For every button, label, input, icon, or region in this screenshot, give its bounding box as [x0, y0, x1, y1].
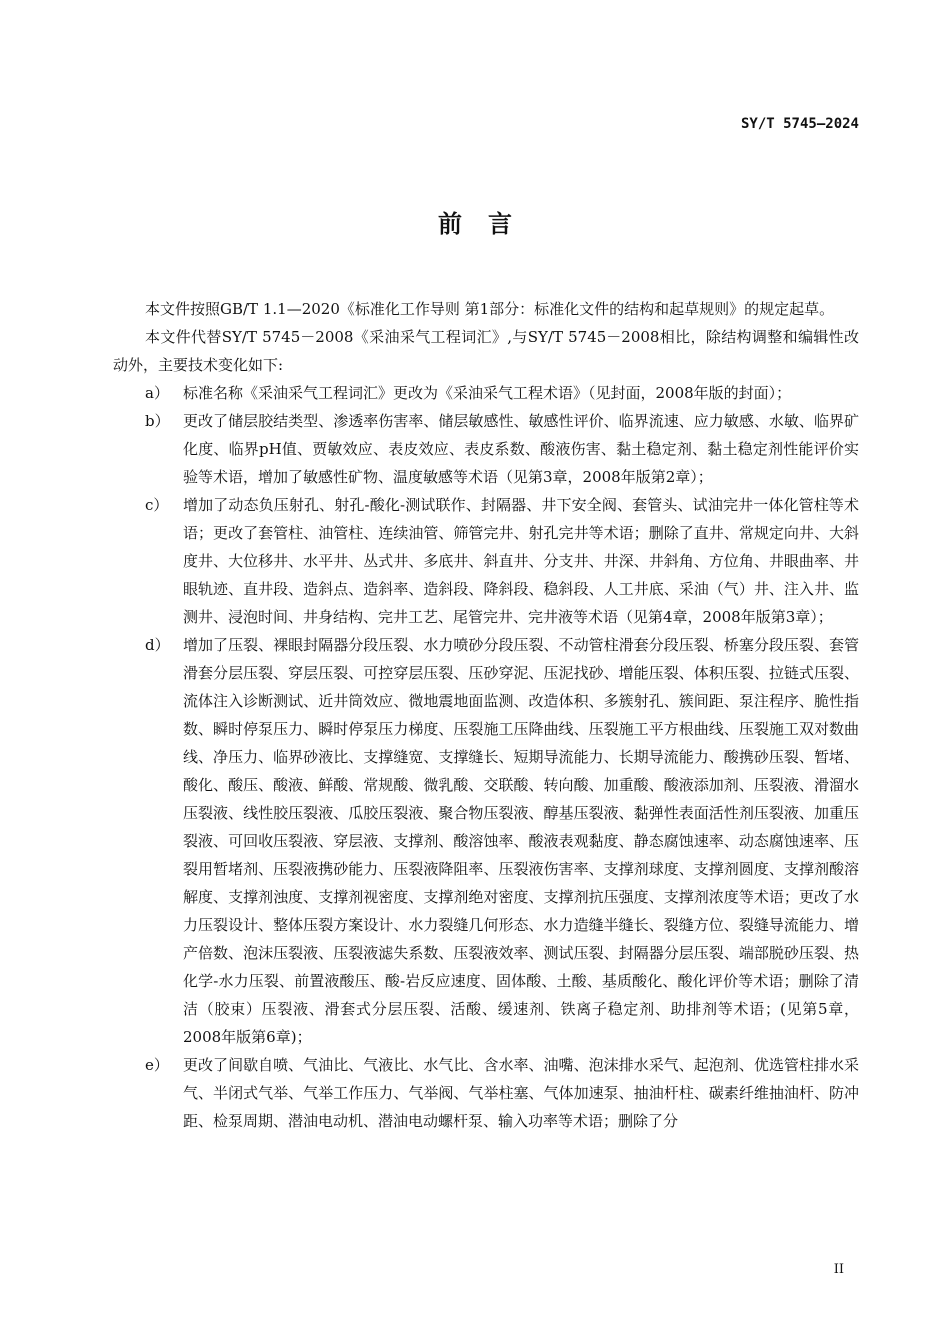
list-item-text: 更改了间歇自喷、气油比、气液比、水气比、含水率、油嘴、泡沫排水采气、起泡剂、优选管柱排水采气、半闭式气举、气举工作压力、气举阀、气举柱塞、气体加速泵、抽油杆柱、碳素纤维抽油杆、防冲距、检泵周期、潜油电动机、潜油电动螺杆泵、输入功率等术语；删除了分 — [183, 1056, 859, 1130]
list-item-text: 更改了储层胶结类型、渗透率伤害率、储层敏感性、敏感性评价、临界流速、应力敏感、水敏、临界矿化度、临界pH值、贾敏效应、表皮效应、表皮系数、酸液伤害、黏土稳定剂、黏土稳定剂性能评价实验等术语，增加了敏感性矿物、温度敏感等术语（见第3章，2008年版第2章）； — [183, 412, 859, 486]
list-item-text: 标准名称《采油采气工程词汇》更改为《采油采气工程术语》（见封面，2008年版的封面）； — [183, 384, 792, 402]
standard-code: SY/T 5745—2024 — [740, 116, 859, 132]
page-title: 前言 — [438, 210, 538, 238]
intro-paragraph: 本文件按照GB/T 1.1—2020《标准化工作导则 第1部分：标准化文件的结构和起草规则》的规定起草。 — [145, 300, 835, 318]
list-item — [113, 379, 859, 407]
list-item-label: b） — [145, 412, 170, 430]
list-item-text: 增加了压裂、裸眼封隔器分段压裂、水力喷砂分段压裂、不动管柱滑套分段压裂、桥塞分段压裂、套管滑套分层压裂、穿层压裂、可控穿层压裂、压砂穿泥、压泥找砂、增能压裂、体积压裂、拉链式压裂、流体注入诊断测试、近井筒效应、微地震地面监测、改造体积、多簇射孔、簇间距、泵注程序、脆性指数、瞬时停泵压力、瞬时停泵压力梯度、压裂施工压降曲线、压裂施工平方根曲线、压裂施工双对数曲线、净压力、临界砂液比、支撑缝宽、支撑缝长、短期导流能力、长期导流能力、酸携砂压裂、暂堵、酸化、酸压、酸液、鲜酸、常规酸、微乳酸、交联酸、转向酸、加重酸、酸液添加剂、压裂液、滑溜水压裂液、线性胶压裂液、瓜胶压裂液、聚合物压裂液、醇基压裂液、黏弹性表面活性剂压裂液、加重压裂液、可回收压裂液、穿层液、支撑剂、酸溶蚀率、酸液表观黏度、静态腐蚀速率、动态腐蚀速率、压裂用暂堵剂、压裂液携砂能力、压裂液降阻率、压裂液伤害率、支撑剂球度、支撑剂圆度、支撑剂酸溶解度、支撑剂浊度、支撑剂视密度、支撑剂绝对密度、支撑剂抗压强度、支撑剂浓度等术语；更改了水力压裂设计、整体压裂方案设计、水力裂缝几何形态、水力造缝半缝长、裂缝方位、裂缝导流能力、增产倍数、泡沫压裂液、压裂液滤失系数、压裂液效率、测试压裂、封隔器分层压裂、端部脱砂压裂、热化学-水力压裂、前置液酸压、酸-岩反应速度、固体酸、土酸、基质酸化、酸化评价等术语；删除了清洁（胶束）压裂液、滑套式分层压裂、活酸、缓速剂、铁离子稳定剂、助排剂等术语；(见第5章，2008年版第6章)； — [183, 636, 859, 1046]
list-item — [113, 407, 859, 491]
list-item-label: a） — [145, 384, 169, 402]
list-item-label: d） — [145, 636, 170, 654]
list-item — [113, 491, 859, 631]
list-item-label: c） — [145, 496, 169, 514]
list-item — [113, 631, 859, 1051]
list-item — [113, 1051, 859, 1135]
page-number: II — [833, 1262, 844, 1277]
document-body — [113, 295, 859, 1135]
list-item-text: 增加了动态负压射孔、射孔-酸化-测试联作、封隔器、井下安全阀、套管头、试油完井一体化管柱等术语；更改了套管柱、油管柱、连续油管、筛管完井、射孔完井等术语；删除了直井、常规定向井、大斜度井、大位移井、水平井、丛式井、多底井、斜直井、分支井、井深、井斜角、方位角、井眼曲率、井眼轨迹、直井段、造斜点、造斜率、造斜段、降斜段、稳斜段、人工井底、采油（气）井、注入井、监测井、浸泡时间、井身结构、完井工艺、尾管完井、完井液等术语（见第4章，2008年版第3章）； — [183, 496, 859, 626]
replacement-paragraph: 本文件代替SY/T 5745－2008《采油采气工程词汇》,与SY/T 5745－2008相比，除结构调整和编辑性改动外，主要技术变化如下: — [113, 328, 859, 374]
list-item-label: e） — [145, 1056, 169, 1074]
